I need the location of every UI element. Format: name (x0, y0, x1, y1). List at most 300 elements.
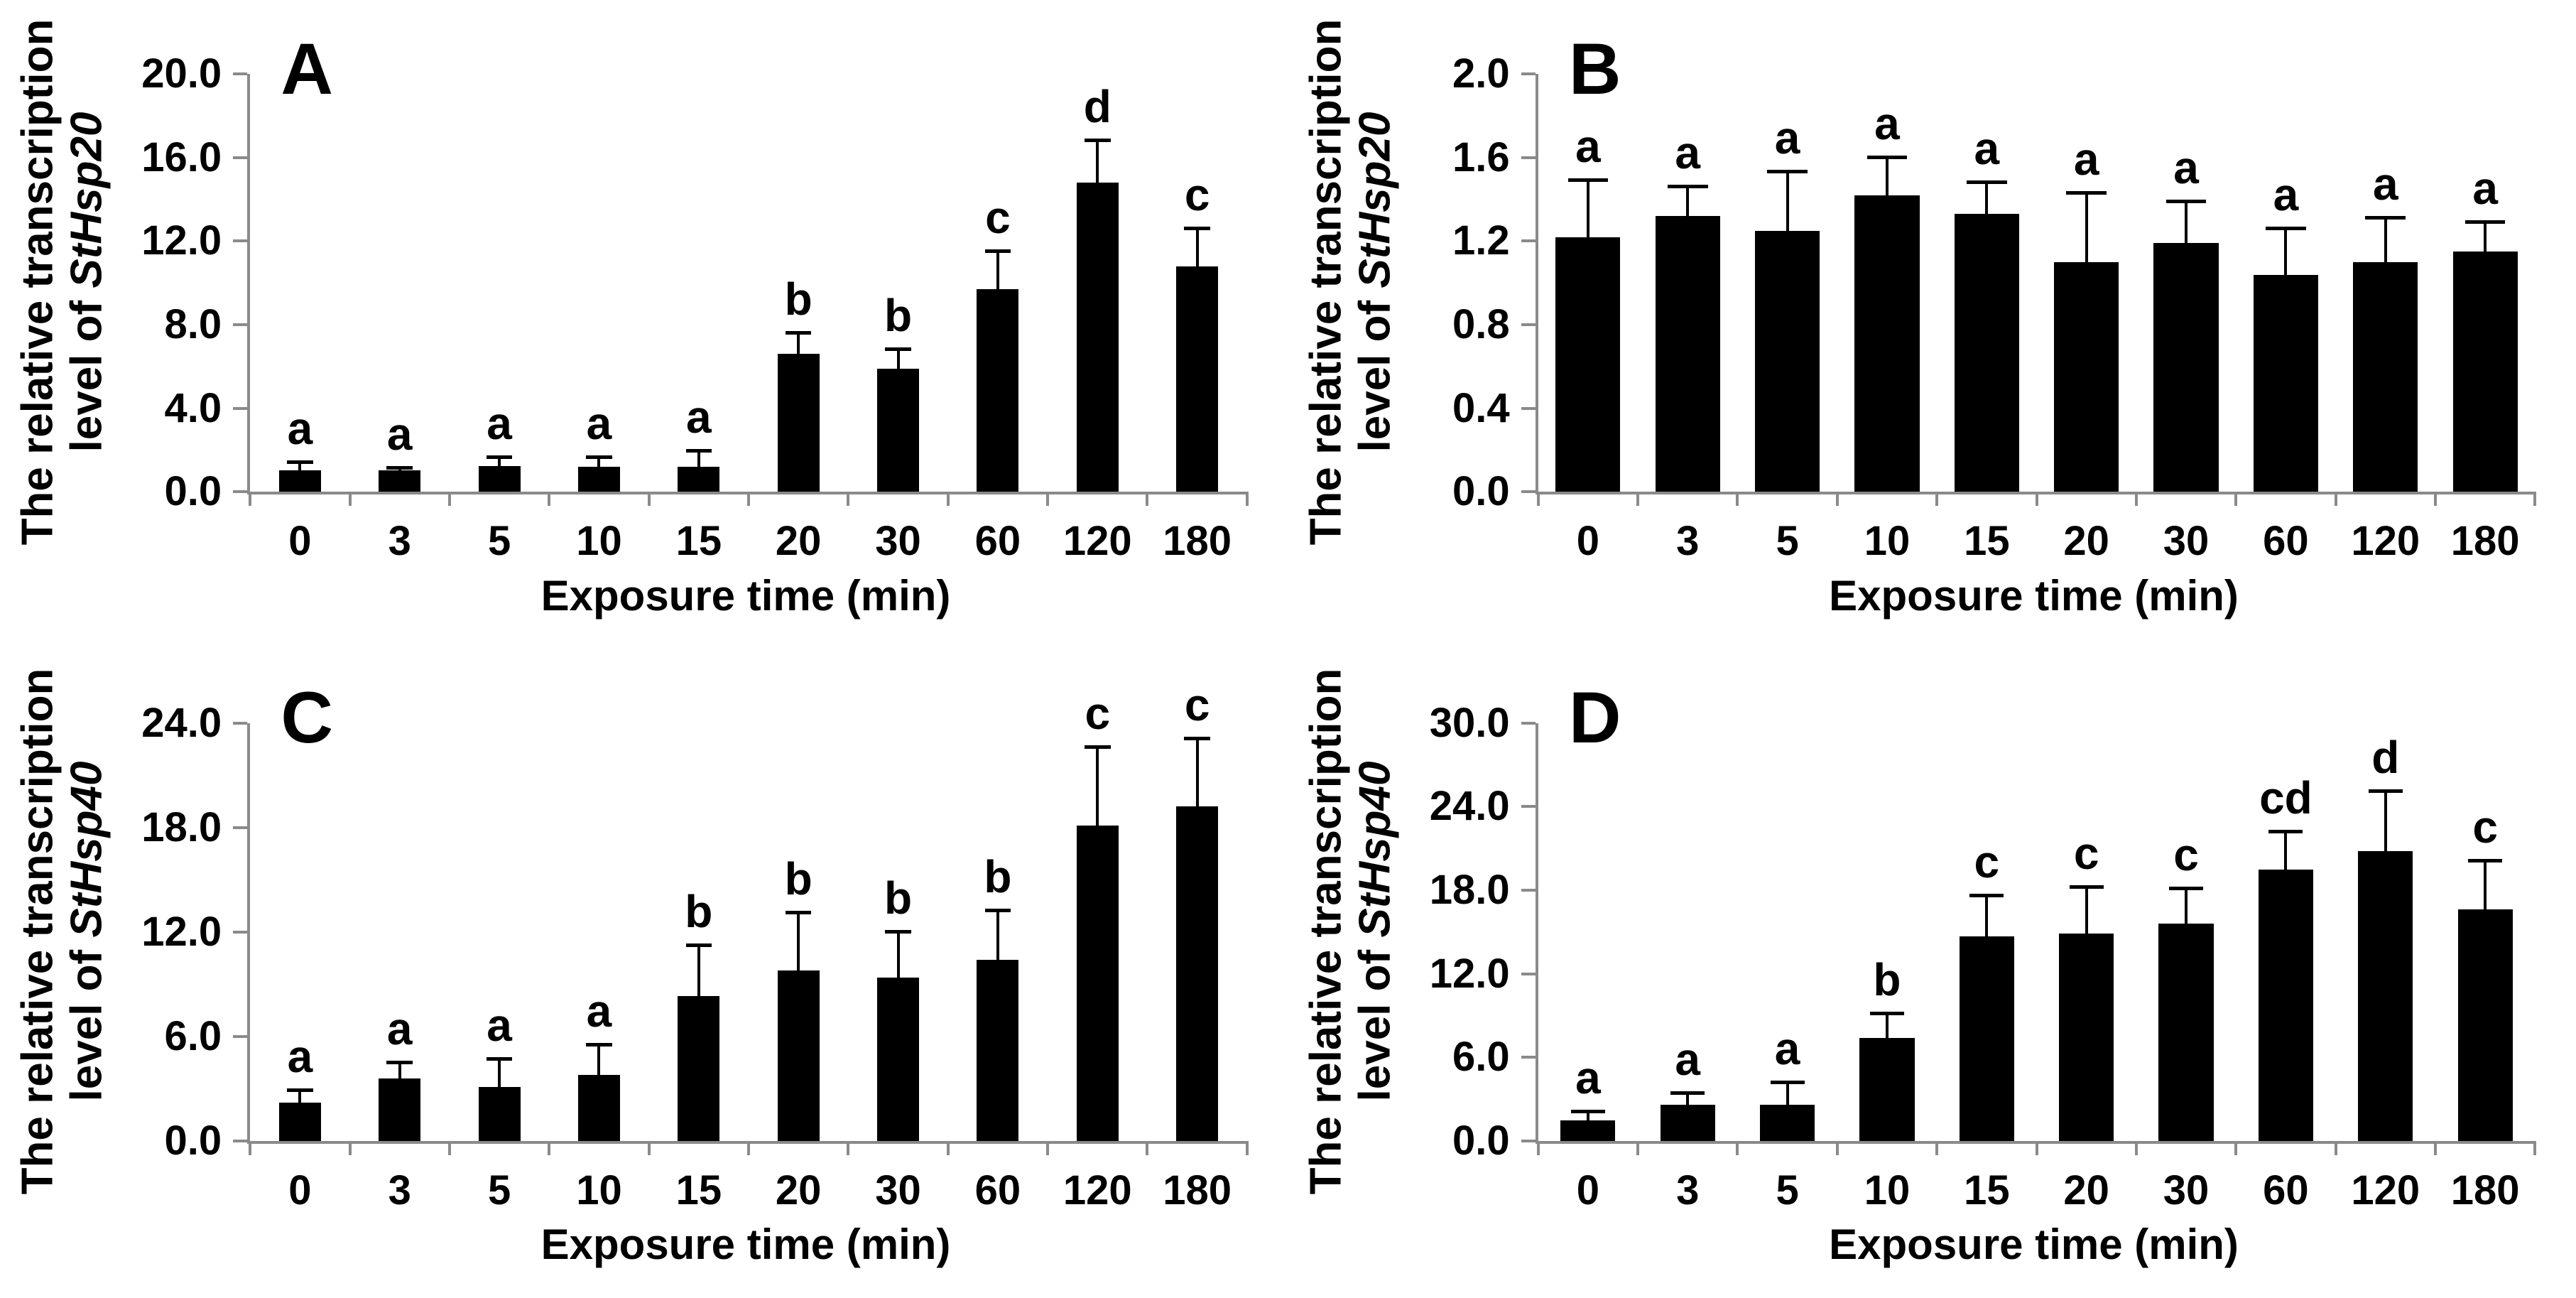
significance-letter: a (2472, 162, 2498, 214)
x-axis-title: Exposure time (min) (540, 1221, 951, 1269)
y-tick-label: 6.0 (1452, 1034, 1510, 1081)
x-tick-mark (2036, 492, 2038, 506)
error-bar-cap (686, 943, 712, 947)
x-tick-mark (1736, 1141, 1739, 1155)
x-tick-label: 180 (2450, 1167, 2520, 1213)
bar (2158, 924, 2213, 1141)
error-bar-cap (885, 930, 911, 934)
significance-letter: b (685, 886, 713, 938)
significance-letter: b (1873, 954, 1901, 1006)
significance-letter: a (1774, 1022, 1800, 1074)
significance-letter: c (985, 192, 1011, 244)
error-bar-cap (2468, 859, 2502, 862)
significance-letter: a (2073, 133, 2099, 185)
x-tick-label: 30 (875, 1167, 921, 1213)
error-bar-cap (287, 1088, 313, 1092)
y-tick-label: 20.0 (141, 50, 222, 97)
error-bar-cap (487, 455, 513, 459)
x-tick-mark (448, 492, 451, 506)
x-tick-mark (2533, 1141, 2536, 1155)
bar (2153, 243, 2218, 492)
significance-letter: a (1874, 97, 1900, 149)
significance-letter: a (1675, 1034, 1701, 1086)
error-bar-cap (487, 1057, 513, 1061)
significance-letter: a (386, 408, 413, 460)
panel-b (1288, 0, 2576, 649)
x-tick-label: 120 (1063, 518, 1132, 565)
error-bar-stem (1786, 1083, 1789, 1105)
x-tick-mark (1736, 492, 1739, 506)
error-bar-cap (1184, 227, 1210, 230)
error-bar-stem (2185, 889, 2188, 924)
error-bar-stem (1587, 180, 1589, 237)
bar (1077, 826, 1119, 1141)
y-tick-label: 0.8 (1452, 301, 1510, 348)
error-bar-stem (2484, 861, 2487, 910)
x-tick-mark (1935, 1141, 1938, 1155)
significance-letter: b (884, 872, 913, 924)
x-tick-label: 180 (1163, 518, 1232, 565)
bar (877, 369, 919, 492)
significance-letter: a (487, 397, 512, 449)
bar (578, 1075, 620, 1141)
x-tick-label: 0 (1576, 1167, 1599, 1213)
x-tick-label: 0 (1576, 518, 1599, 565)
y-axis-title-line1: The relative transcription (13, 668, 63, 1195)
bar (279, 470, 321, 492)
gene-name: StHsp20 (63, 112, 112, 288)
y-tick-label: 6.0 (164, 1012, 222, 1059)
bar (1176, 266, 1218, 492)
error-bar-cap (287, 460, 313, 464)
x-tick-label: 180 (2450, 518, 2520, 565)
bar (1760, 1105, 1815, 1141)
significance-letter: c (1085, 687, 1111, 739)
error-bar-stem (697, 451, 700, 467)
bar (877, 978, 919, 1141)
bar (379, 470, 420, 492)
error-bar-stem (797, 913, 800, 970)
x-tick-label: 20 (775, 518, 822, 565)
x-tick-label: 0 (288, 1167, 312, 1213)
x-axis-title: Exposure time (min) (1829, 1221, 2239, 1269)
significance-letter: a (586, 985, 612, 1037)
error-bar-cap (1967, 180, 2007, 184)
x-tick-mark (2135, 1141, 2138, 1155)
y-tick-mark (1521, 156, 1536, 159)
bar (2054, 262, 2119, 492)
error-bar-stem (498, 1059, 501, 1087)
significance-letter: a (386, 1002, 413, 1054)
significance-letter: c (2472, 801, 2498, 853)
y-tick-mark (233, 323, 247, 326)
error-bar-cap (2369, 789, 2403, 793)
x-tick-mark (1046, 1141, 1049, 1155)
x-tick-mark (448, 1141, 451, 1155)
bar (1560, 1120, 1615, 1141)
significance-letter: c (2073, 828, 2099, 880)
error-bar-cap (1870, 1012, 1904, 1015)
bar (578, 467, 620, 492)
y-tick-label: 2.0 (1452, 50, 1510, 97)
error-bar-stem (2384, 218, 2387, 262)
y-tick-label: 24.0 (1429, 783, 1510, 830)
x-tick-mark (249, 1141, 251, 1155)
gene-name: StHsp20 (1350, 112, 1400, 288)
error-bar-stem (1786, 172, 1789, 230)
y-tick-label: 12.0 (141, 908, 222, 955)
bar (1661, 1105, 1715, 1141)
panel-letter: D (1568, 677, 1621, 759)
significance-letter: c (2173, 828, 2199, 880)
y-tick-mark (1521, 1140, 1536, 1142)
y-tick-mark (233, 72, 247, 75)
y-tick-label: 18.0 (141, 804, 222, 850)
y-axis-title-line2: level of (1350, 288, 1400, 453)
significance-letter: c (1184, 678, 1210, 730)
significance-letter: a (287, 1030, 313, 1082)
x-tick-label: 180 (1163, 1167, 1232, 1213)
x-tick-mark (2335, 1141, 2337, 1155)
error-bar-cap (2070, 885, 2104, 889)
error-bar-cap (586, 1043, 612, 1046)
y-tick-mark (233, 239, 247, 242)
bar (2259, 870, 2313, 1141)
bar (479, 466, 521, 492)
y-tick-label: 8.0 (164, 301, 222, 348)
error-bar-cap (1568, 178, 1609, 182)
significance-letter: b (784, 853, 813, 904)
significance-letter: c (1184, 168, 1210, 220)
x-tick-mark (947, 492, 950, 506)
bar (1854, 195, 1919, 492)
x-tick-mark (2335, 492, 2337, 506)
x-tick-label: 3 (1676, 518, 1700, 565)
panel-d (1288, 649, 2576, 1298)
error-bar-cap (2268, 830, 2303, 833)
x-tick-mark (2036, 1141, 2038, 1155)
bar (1960, 936, 2014, 1141)
plot-area (141, 678, 1247, 1213)
bar (1955, 214, 2019, 492)
x-tick-label: 15 (1964, 1167, 2010, 1213)
error-bar-cap (1085, 139, 1111, 142)
error-bar-stem (1686, 1093, 1689, 1105)
error-bar-stem (1096, 747, 1099, 826)
x-tick-label: 120 (2351, 1167, 2420, 1213)
y-tick-label: 1.2 (1452, 217, 1510, 264)
error-bar-stem (897, 932, 900, 978)
error-bar-cap (1767, 170, 1808, 173)
x-tick-label: 5 (1776, 1167, 1799, 1213)
bar (2358, 851, 2413, 1141)
error-bar-cap (985, 909, 1011, 912)
x-tick-mark (1636, 492, 1639, 506)
significance-letter: a (2372, 158, 2398, 210)
significance-letter: a (487, 999, 512, 1051)
error-bar-stem (996, 911, 999, 960)
x-tick-mark (1537, 492, 1540, 506)
bar (1656, 216, 1720, 492)
error-bar-stem (2484, 222, 2487, 252)
x-tick-mark (1836, 1141, 1839, 1155)
panel-letter: B (1568, 28, 1621, 109)
error-bar-cap (2066, 191, 2107, 195)
x-tick-mark (747, 1141, 750, 1155)
x-tick-label: 30 (2163, 518, 2210, 565)
x-tick-label: 5 (1776, 518, 1799, 565)
y-tick-label: 30.0 (1429, 699, 1510, 746)
x-axis-title: Exposure time (min) (540, 571, 951, 620)
error-bar-stem (298, 1091, 301, 1103)
y-tick-label: 0.0 (164, 1117, 222, 1164)
x-axis-title: Exposure time (min) (1829, 571, 2239, 620)
significance-letter: b (884, 290, 913, 342)
y-tick-mark (233, 826, 247, 829)
y-tick-label: 16.0 (141, 134, 222, 180)
x-tick-mark (847, 1141, 849, 1155)
error-bar-cap (1771, 1081, 1805, 1084)
plot-area (1429, 699, 2536, 1213)
significance-letter: d (2371, 731, 2400, 783)
bar (379, 1078, 420, 1141)
x-tick-label: 20 (2063, 518, 2109, 565)
panel-letter: C (281, 677, 333, 759)
error-bar-stem (2085, 887, 2088, 934)
y-tick-label: 1.6 (1452, 134, 1510, 180)
x-tick-label: 10 (576, 1167, 622, 1213)
significance-letter: b (984, 851, 1012, 903)
error-bar-cap (1867, 156, 1908, 159)
bar (2059, 934, 2114, 1141)
error-bar-stem (897, 350, 900, 368)
panel-a (0, 0, 1288, 649)
x-tick-label: 5 (487, 518, 511, 565)
x-tick-mark (947, 1141, 950, 1155)
error-bar-cap (1085, 745, 1111, 749)
error-bar-stem (2384, 791, 2387, 851)
bar (1755, 231, 1820, 492)
x-tick-label: 15 (675, 518, 722, 565)
significance-letter: a (1774, 112, 1800, 164)
y-tick-mark (233, 722, 247, 725)
error-bar-stem (2284, 832, 2287, 870)
y-tick-label: 24.0 (141, 699, 222, 746)
y-axis-title-line1: The relative transcription (1301, 18, 1351, 546)
y-tick-label: 12.0 (141, 217, 222, 264)
y-tick-mark (1521, 490, 1536, 493)
error-bar-cap (386, 466, 413, 470)
error-bar-cap (1184, 737, 1210, 740)
plot-area (1452, 50, 2536, 565)
y-tick-mark (233, 931, 247, 934)
gene-name: StHsp40 (63, 761, 112, 938)
x-tick-mark (2533, 492, 2536, 506)
significance-letter: d (1083, 81, 1112, 133)
error-bar-stem (797, 333, 800, 354)
x-tick-label: 15 (675, 1167, 722, 1213)
error-bar-stem (1196, 739, 1199, 807)
x-tick-label: 0 (288, 518, 312, 565)
error-bar-cap (2365, 216, 2406, 220)
x-tick-mark (1836, 492, 1839, 506)
x-tick-label: 30 (2163, 1167, 2210, 1213)
bar (2453, 252, 2518, 492)
x-tick-label: 3 (388, 1167, 411, 1213)
bar (1077, 183, 1119, 492)
significance-letter: c (1974, 835, 2000, 887)
y-tick-mark (233, 1140, 247, 1142)
y-axis-title-line2: level of (63, 288, 112, 453)
y-axis-title-line1: The relative transcription (13, 18, 63, 546)
significance-letter: a (686, 391, 712, 443)
significance-letter: a (1575, 1051, 1601, 1103)
x-tick-label: 30 (875, 518, 921, 565)
error-bar-stem (2284, 229, 2287, 275)
x-tick-mark (2135, 492, 2138, 506)
gene-name: StHsp40 (1350, 761, 1400, 938)
x-tick-label: 15 (1964, 518, 2010, 565)
x-tick-label: 60 (2263, 518, 2309, 565)
x-tick-mark (2434, 1141, 2437, 1155)
error-bar-cap (686, 449, 712, 453)
x-tick-label: 60 (2263, 1167, 2309, 1213)
bar (2254, 275, 2318, 492)
y-tick-label: 0.0 (1452, 1117, 1510, 1164)
x-tick-mark (548, 492, 550, 506)
significance-letter: a (586, 397, 612, 449)
x-tick-mark (1046, 492, 1049, 506)
x-tick-mark (349, 1141, 352, 1155)
x-tick-mark (1246, 492, 1249, 506)
y-tick-mark (1521, 973, 1536, 975)
y-tick-mark (1521, 407, 1536, 410)
bar (678, 996, 719, 1140)
significance-letter: a (1575, 121, 1601, 173)
x-tick-label: 10 (1864, 1167, 1911, 1213)
error-bar-stem (1886, 158, 1888, 195)
bar (977, 289, 1018, 492)
error-bar-cap (1571, 1110, 1605, 1113)
y-tick-mark (1521, 889, 1536, 892)
bar (1176, 806, 1218, 1141)
x-tick-mark (648, 492, 651, 506)
error-bar-stem (398, 1063, 401, 1078)
bar (1555, 237, 1620, 492)
panel-letter: A (281, 28, 333, 109)
error-bar-stem (597, 1045, 600, 1075)
significance-letter: a (1974, 123, 2000, 175)
x-tick-mark (648, 1141, 651, 1155)
y-tick-label: 0.4 (1452, 384, 1510, 431)
x-tick-label: 120 (1063, 1167, 1132, 1213)
significance-letter: a (2273, 168, 2299, 220)
error-bar-stem (1686, 187, 1689, 216)
y-axis-title-line1: The relative transcription (1301, 668, 1351, 1195)
x-tick-label: 10 (1864, 518, 1911, 565)
bar (977, 960, 1018, 1141)
error-bar-stem (1985, 896, 1988, 936)
x-tick-mark (1146, 492, 1148, 506)
x-tick-mark (2234, 492, 2237, 506)
x-tick-mark (1146, 1141, 1148, 1155)
error-bar-cap (2266, 227, 2306, 230)
error-bar-stem (2085, 193, 2088, 262)
error-bar-stem (1985, 183, 1988, 214)
x-tick-mark (1636, 1141, 1639, 1155)
x-tick-mark (249, 492, 251, 506)
error-bar-cap (786, 911, 812, 914)
x-tick-label: 20 (775, 1167, 822, 1213)
y-tick-mark (1521, 72, 1536, 75)
error-bar-cap (386, 1061, 413, 1064)
error-bar-stem (1196, 229, 1199, 266)
x-tick-mark (847, 492, 849, 506)
y-tick-mark (1521, 1056, 1536, 1059)
x-tick-mark (349, 492, 352, 506)
bar (778, 970, 820, 1141)
y-axis-title-line2: level of (1350, 937, 1400, 1102)
error-bar-cap (885, 347, 911, 351)
y-tick-label: 0.0 (1452, 468, 1510, 515)
error-bar-cap (2169, 887, 2203, 890)
bar (778, 354, 820, 492)
bar (2458, 909, 2513, 1141)
x-tick-mark (2434, 492, 2437, 506)
error-bar-stem (1886, 1014, 1888, 1037)
bar (1859, 1038, 1914, 1141)
x-tick-label: 60 (974, 518, 1021, 565)
x-tick-mark (1246, 1141, 1249, 1155)
y-tick-mark (1521, 722, 1536, 725)
x-tick-label: 3 (388, 518, 411, 565)
y-tick-label: 18.0 (1429, 866, 1510, 913)
x-tick-mark (548, 1141, 550, 1155)
x-tick-label: 20 (2063, 1167, 2109, 1213)
error-bar-cap (786, 331, 812, 335)
x-tick-label: 3 (1676, 1167, 1700, 1213)
error-bar-cap (1969, 894, 2004, 897)
error-bar-stem (996, 252, 999, 289)
error-bar-cap (985, 249, 1011, 253)
error-bar-cap (2465, 220, 2506, 224)
significance-letter: cd (2259, 772, 2313, 823)
y-tick-mark (233, 1035, 247, 1038)
y-tick-mark (233, 407, 247, 410)
y-tick-mark (1521, 323, 1536, 326)
x-tick-mark (1935, 492, 1938, 506)
y-tick-mark (233, 156, 247, 159)
y-tick-mark (1521, 805, 1536, 808)
significance-letter: a (2173, 141, 2199, 193)
significance-letter: b (784, 273, 813, 325)
error-bar-cap (586, 455, 612, 459)
panel-c (0, 649, 1288, 1298)
bar (2353, 262, 2418, 492)
bar (479, 1087, 521, 1141)
y-tick-label: 4.0 (164, 384, 222, 431)
x-tick-label: 120 (2351, 518, 2420, 565)
y-axis-title-line2: level of (63, 937, 112, 1102)
significance-letter: a (1675, 126, 1701, 178)
y-tick-mark (1521, 239, 1536, 242)
error-bar-cap (2166, 200, 2207, 203)
error-bar-cap (1668, 185, 1708, 188)
x-tick-mark (747, 492, 750, 506)
x-tick-mark (1537, 1141, 1540, 1155)
x-tick-mark (2234, 1141, 2237, 1155)
plot-area (141, 50, 1247, 565)
